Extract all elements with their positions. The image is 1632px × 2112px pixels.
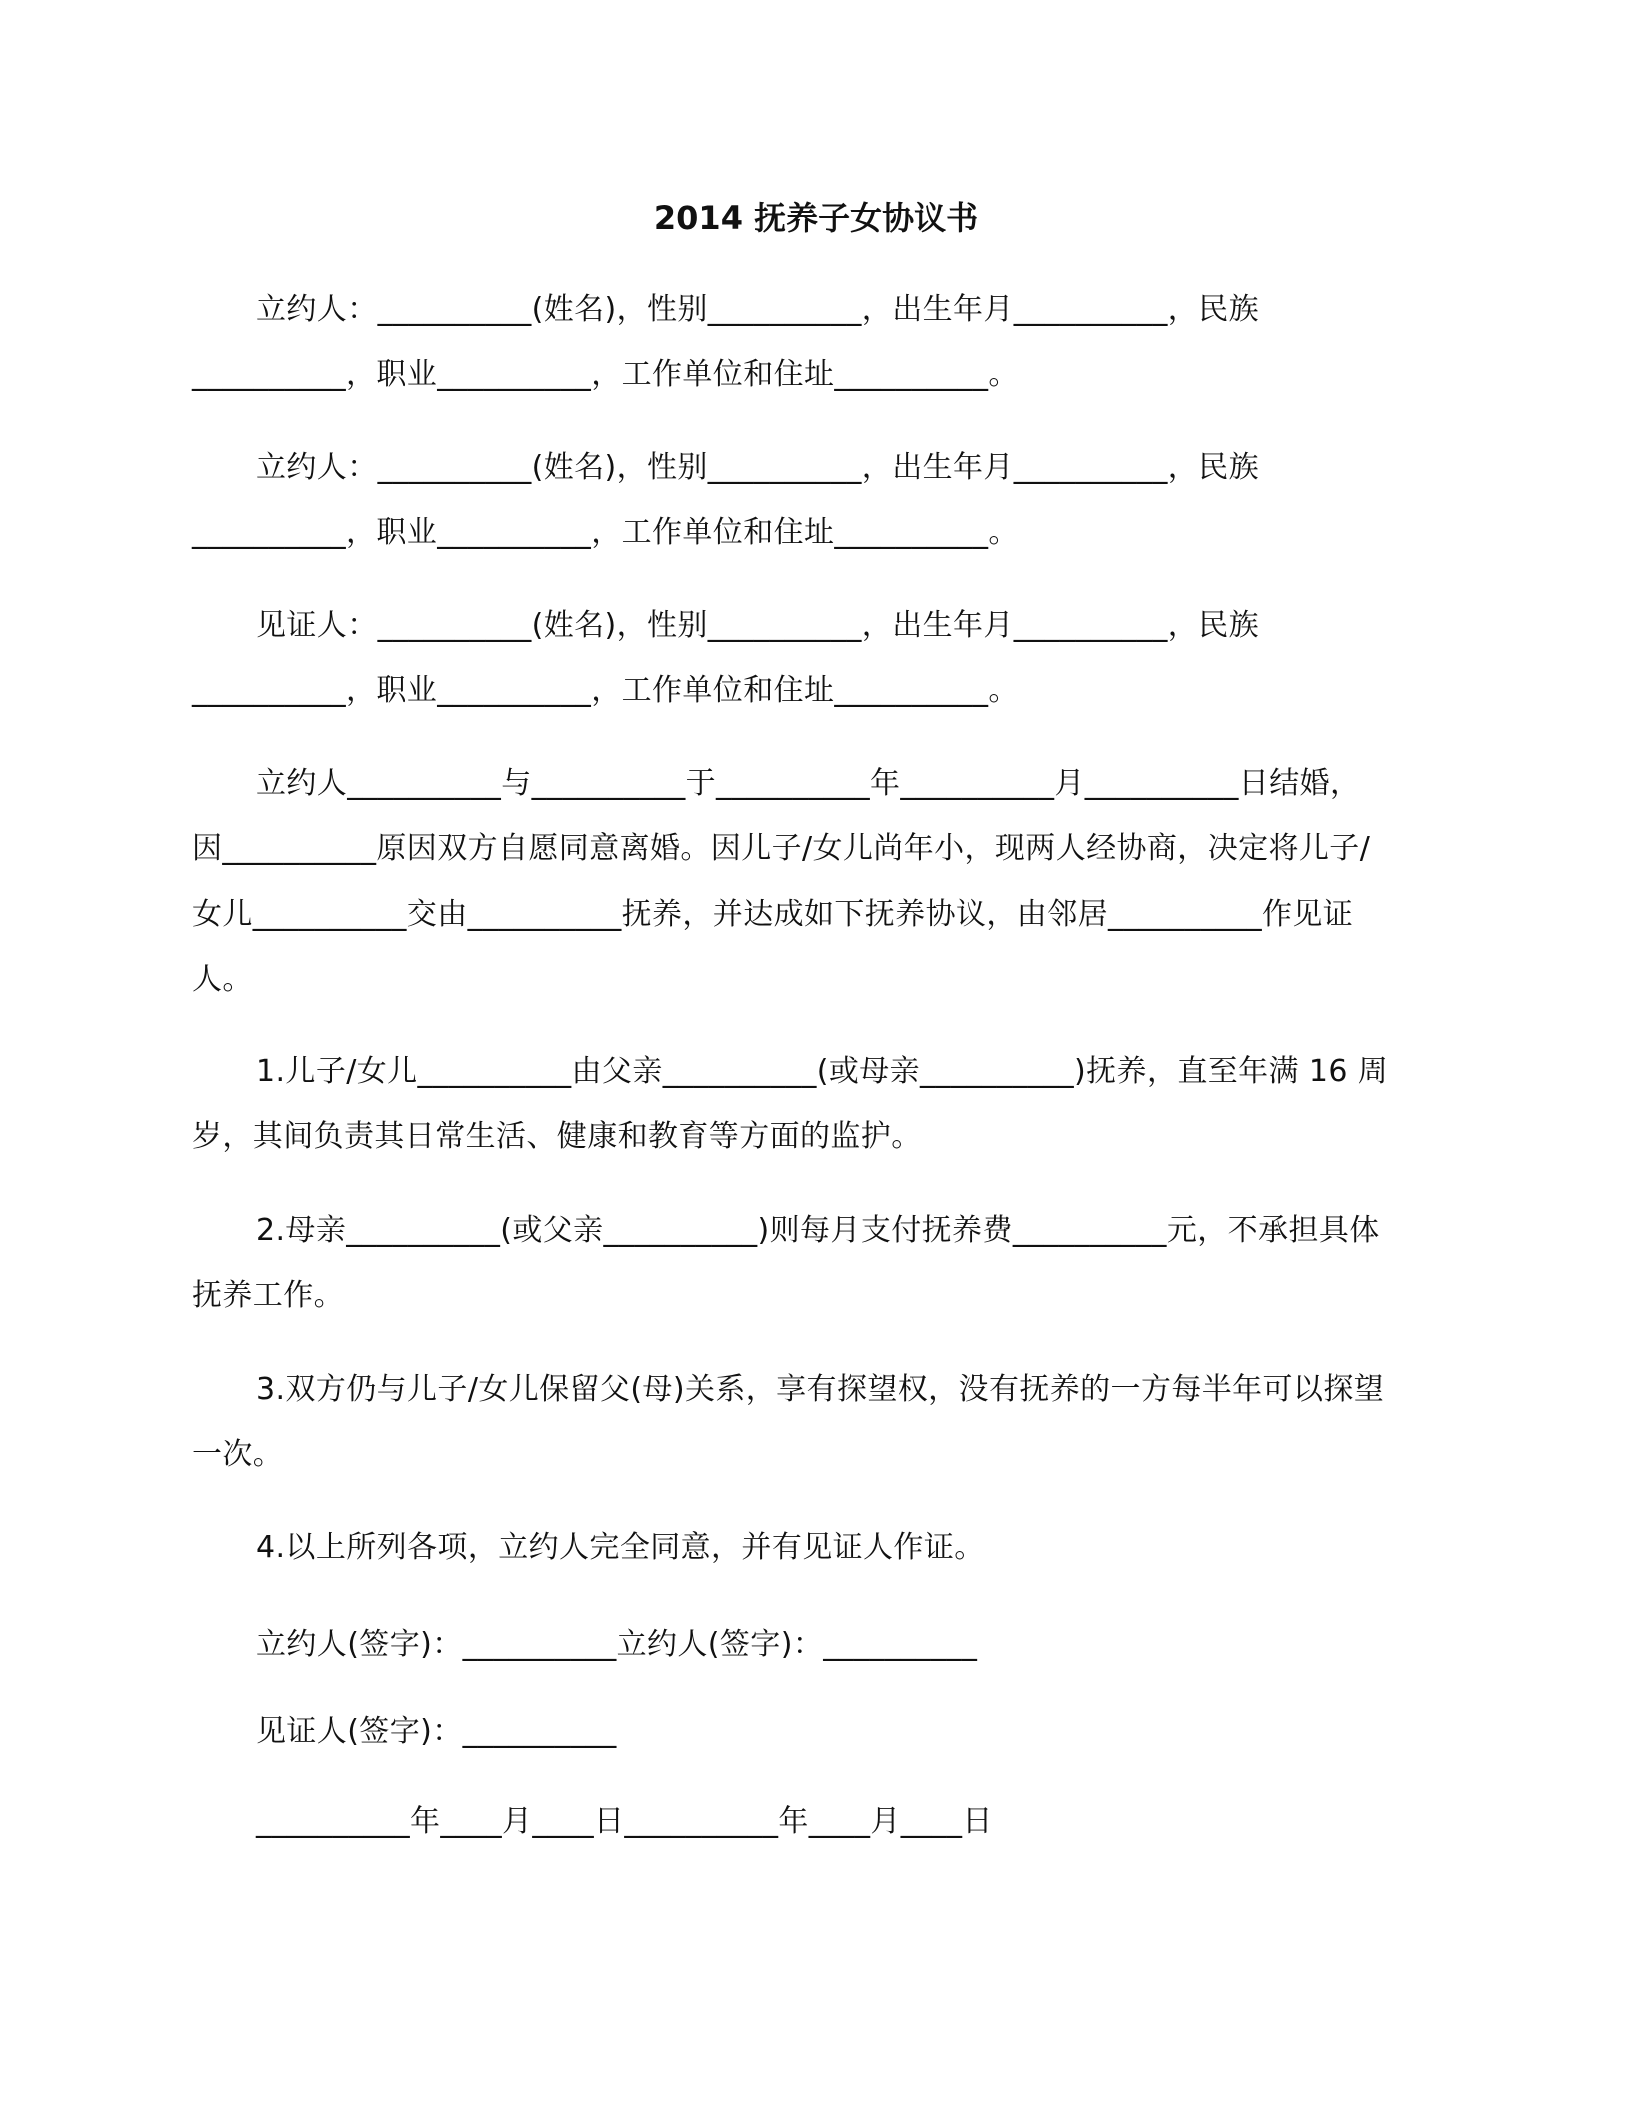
clause-1-line-2: 岁，其间负责其日常生活、健康和教育等方面的监护。 xyxy=(192,1119,922,1154)
party-two-line-1: 立约人：__________(姓名)，性别__________，出生年月__________，民族 xyxy=(256,450,1260,485)
document-title: 2014 抚养子女协议书 xyxy=(653,199,979,237)
party-one-line-1: 立约人：__________(姓名)，性别__________，出生年月__________，民族 xyxy=(256,292,1260,327)
clause-3-line-2: 一次。 xyxy=(192,1437,284,1472)
witness-line-1: 见证人：__________(姓名)，性别__________，出生年月__________，民族 xyxy=(256,608,1260,643)
witness-line-2: __________，职业__________，工作单位和住址__________。 xyxy=(192,673,1019,708)
witness-signature-line: 见证人(签字)：__________ xyxy=(256,1714,617,1749)
marriage-line-4: 人。 xyxy=(192,962,253,997)
marriage-line-1: 立约人__________与__________于__________年__________月__________日结婚， xyxy=(256,766,1361,801)
marriage-line-2: 因__________原因双方自愿同意离婚。因儿子/女儿尚年小，现两人经协商，决定将儿子/ xyxy=(192,831,1371,866)
clause-1-line-1: 1.儿子/女儿__________由父亲__________(或母亲__________)抚养，直至年满 16 周 xyxy=(256,1054,1389,1089)
party-one-line-2: __________，职业__________，工作单位和住址__________。 xyxy=(192,357,1019,392)
clause-2-line-1: 2.母亲__________(或父亲__________)则每月支付抚养费__________元，不承担具体 xyxy=(256,1213,1380,1248)
signature-date-line: __________年____月____日__________年____月____日 xyxy=(256,1804,993,1839)
marriage-line-3: 女儿__________交由__________抚养，并达成如下抚养协议，由邻居__________作见证 xyxy=(192,897,1354,932)
clause-2-line-2: 抚养工作。 xyxy=(192,1278,344,1313)
clause-4-line-1: 4.以上所列各项，立约人完全同意，并有见证人作证。 xyxy=(256,1530,985,1565)
party-signature-line: 立约人(签字)：__________立约人(签字)：__________ xyxy=(256,1627,978,1662)
clause-3-line-1: 3.双方仍与儿子/女儿保留父(母)关系，享有探望权，没有抚养的一方每半年可以探望 xyxy=(256,1372,1385,1407)
party-two-line-2: __________，职业__________，工作单位和住址__________。 xyxy=(192,515,1019,550)
